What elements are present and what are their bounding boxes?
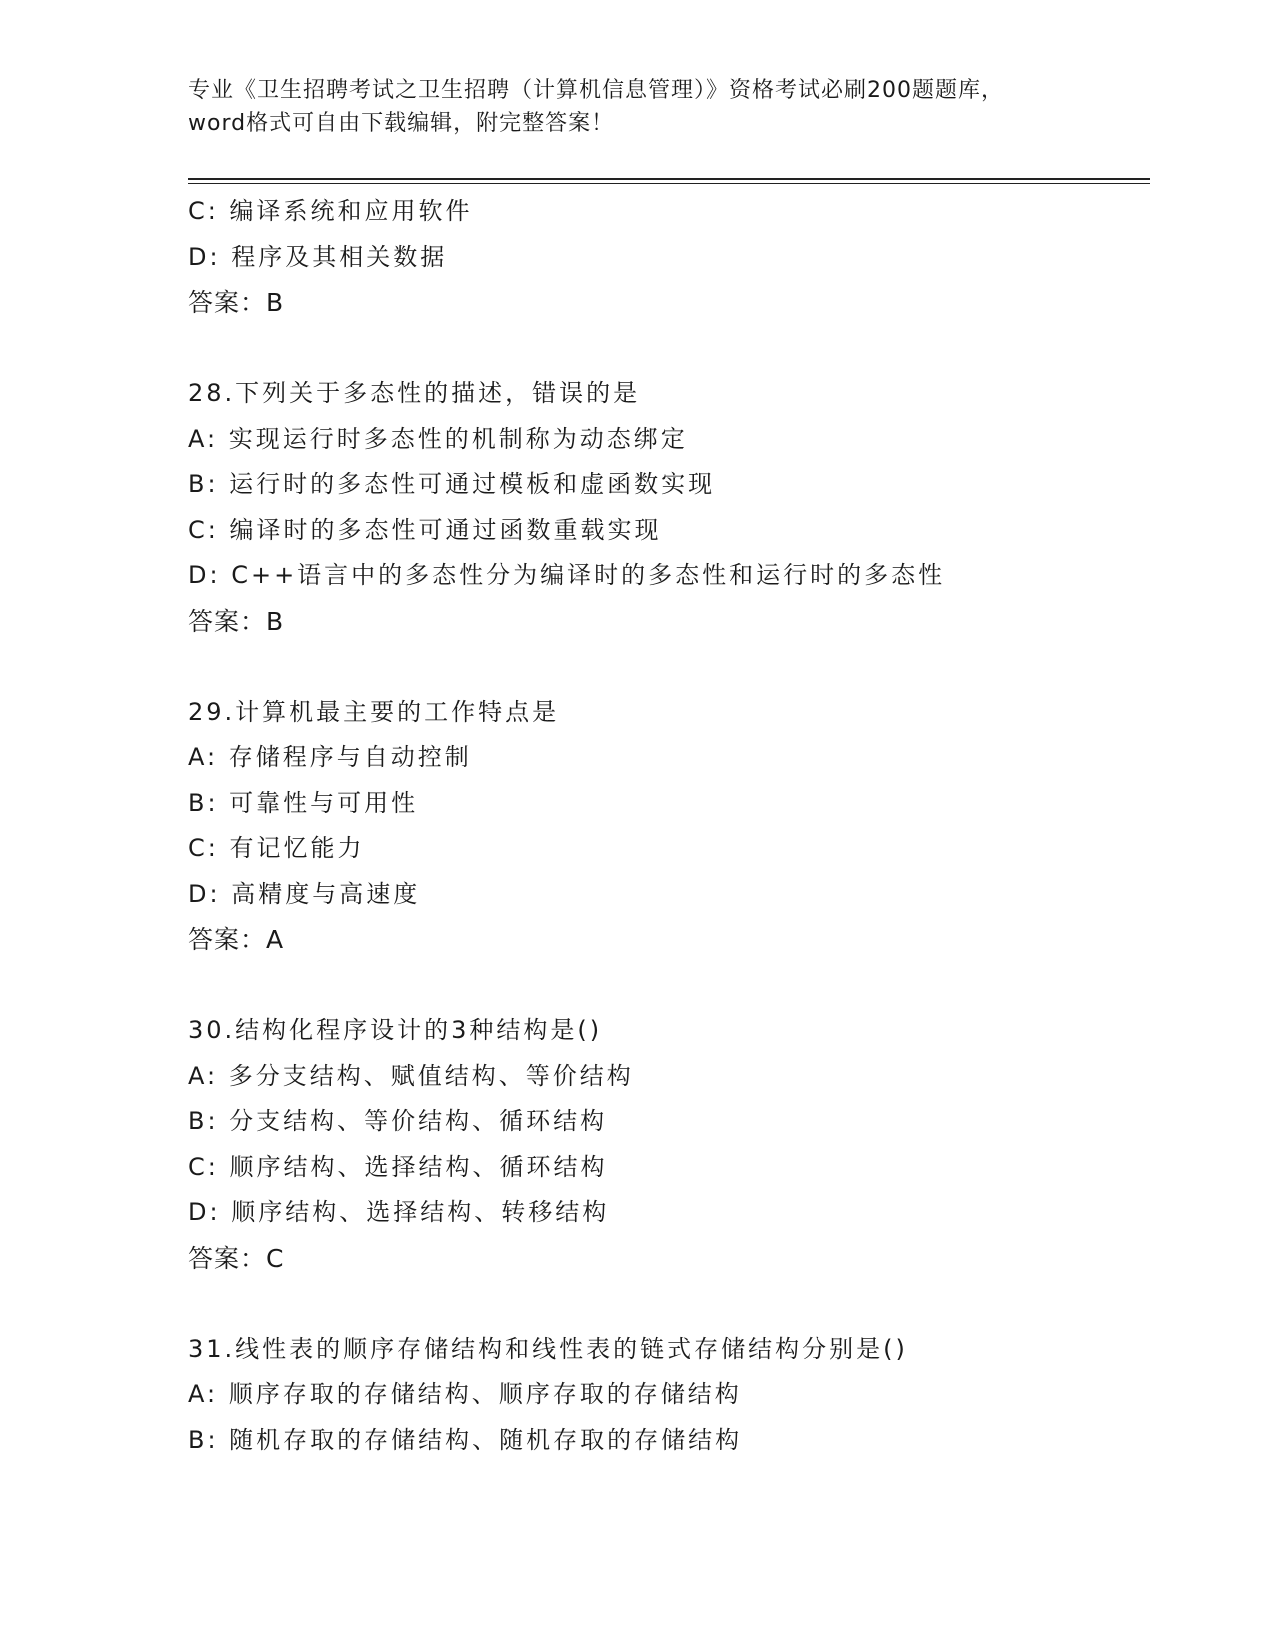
- option-d: D: 高精度与高速度: [188, 879, 421, 908]
- answer-line: 答案：B: [188, 288, 285, 317]
- question-30: [188, 1008, 1148, 1281]
- spacer: [188, 644, 1148, 690]
- option-c: C: 编译系统和应用软件: [188, 197, 473, 225]
- header-title-line-2: word格式可自由下载编辑，附完整答案！: [188, 111, 615, 136]
- question-29: [188, 690, 1148, 963]
- question-list: [188, 189, 1148, 1463]
- question-stem: 28.下列关于多态性的描述，错误的是: [188, 379, 641, 407]
- question-stem: 29.计算机最主要的工作特点是: [188, 697, 560, 726]
- option-b: B: 运行时的多态性可通过模板和虚函数实现: [188, 470, 716, 498]
- spacer: [188, 963, 1148, 1009]
- option-c: C: 顺序结构、选择结构、循环结构: [188, 1152, 608, 1181]
- answer-line: 答案：C: [188, 1243, 285, 1273]
- option-c: C: 编译时的多态性可通过函数重载实现: [188, 515, 662, 544]
- option-a: A: 多分支结构、赋值结构、等价结构: [188, 1061, 634, 1090]
- option-a: A: 实现运行时多态性的机制称为动态绑定: [188, 424, 688, 453]
- answer-line: 答案：A: [188, 925, 285, 954]
- question-28: [188, 371, 1148, 644]
- header-title-line-1: 专业《卫生招聘考试之卫生招聘（计算机信息管理）》资格考试必刷200题题库，: [188, 78, 1004, 103]
- option-c: C: 有记忆能力: [188, 834, 365, 862]
- option-d: D: 程序及其相关数据: [188, 242, 448, 271]
- question-stem: 30.结构化程序设计的3种结构是(): [188, 1016, 603, 1044]
- document-header: [188, 74, 1088, 140]
- question-stem: 31.线性表的顺序存储结构和线性表的链式存储结构分别是(): [188, 1334, 908, 1363]
- spacer: [188, 326, 1148, 372]
- option-a: A: 存储程序与自动控制: [188, 743, 472, 771]
- option-b: B: 分支结构、等价结构、循环结构: [188, 1107, 608, 1135]
- option-d: D: C++语言中的多态性分为编译时的多态性和运行时的多态性: [188, 561, 946, 589]
- question-fragment: [188, 189, 1148, 326]
- option-b: B: 可靠性与可用性: [188, 788, 419, 817]
- header-divider: [188, 178, 1150, 184]
- question-31: [188, 1327, 1148, 1464]
- option-d: D: 顺序结构、选择结构、转移结构: [188, 1198, 610, 1226]
- answer-line: 答案：B: [188, 606, 285, 636]
- spacer: [188, 1281, 1148, 1327]
- option-a: A: 顺序存取的存储结构、顺序存取的存储结构: [188, 1380, 742, 1408]
- option-b: B: 随机存取的存储结构、随机存取的存储结构: [188, 1425, 743, 1454]
